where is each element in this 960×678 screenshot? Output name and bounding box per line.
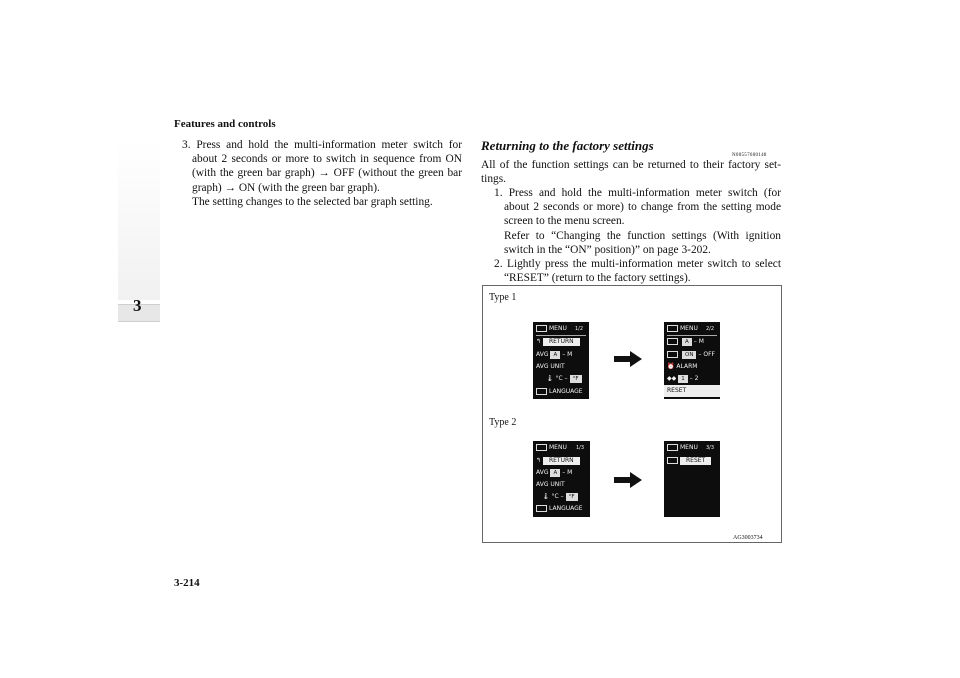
interval-row [667, 373, 717, 385]
type2-menu-screen-2 [664, 441, 720, 517]
menu-title: MENU [680, 325, 698, 332]
reset-row [664, 385, 720, 397]
steps-list [494, 186, 781, 285]
avg-unit-row [536, 479, 587, 491]
reset-label: RESET [680, 457, 711, 465]
reset-icon [667, 457, 678, 464]
intro-paragraph: All of the function settings can be returned to their factory set-tings. [481, 159, 781, 186]
m-value: M [698, 338, 704, 345]
temp-row [536, 491, 587, 503]
return-label: RETURN [543, 457, 580, 465]
menu-icon [667, 444, 678, 451]
dash: – [562, 351, 566, 358]
type2-menu-screen-1 [533, 441, 590, 517]
chapter-number: 3 [133, 296, 142, 315]
interval-2: 2 [694, 375, 699, 382]
speaker-icon [667, 351, 678, 358]
type1-label: Type 1 [489, 292, 517, 303]
step-3-note: The setting changes to the selected bar graph setting. [192, 195, 433, 208]
return-row [536, 336, 586, 348]
section-title: Returning to the factory settings [481, 138, 654, 153]
fuel-icon [667, 338, 678, 345]
avg-label: AVG [536, 351, 549, 358]
avg-a-value: A [550, 469, 560, 477]
temp-row [536, 373, 586, 385]
alarm-icon: ⏰ [667, 363, 675, 370]
page-indicator: 1/3 [575, 445, 584, 451]
interval-icon: ◆◆ [667, 375, 677, 382]
menu-title: MENU [549, 325, 567, 332]
dash: – [693, 338, 697, 345]
avg-unit-label: AVG UNIT [536, 481, 565, 488]
language-row [536, 503, 587, 515]
avg-row [536, 467, 587, 479]
dash: – [698, 351, 702, 358]
avg-m-value: M [567, 469, 573, 476]
return-label: RETURN [543, 338, 580, 346]
avg-m-value: M [567, 351, 573, 358]
menu-icon [667, 325, 678, 332]
fahrenheit-label: °F [566, 493, 578, 501]
dash: – [689, 375, 693, 382]
dash: – [562, 469, 566, 476]
sound-row [667, 349, 717, 361]
thermometer-icon: 🌡 [546, 375, 554, 382]
step-3: 3. Press and hold the multi-information meter switch for about 2 seconds or more to switch in sequence from ON (with the green bar graph) → OFF (without the green bar graph) → ON (with the green bar graph). [182, 139, 462, 194]
step-1: 1. Press and hold the multi-information meter switch (for about 2 seconds or more) to change from the setting mode screen to the menu screen. [494, 187, 781, 228]
menu-title: MENU [680, 444, 698, 451]
menu-title-row [536, 442, 587, 454]
type1-menu-screen-1 [533, 322, 589, 399]
language-label: LANGUAGE [549, 505, 583, 512]
figure-frame [482, 285, 782, 543]
avg-label: AVG [536, 469, 549, 476]
return-row [536, 455, 587, 467]
type1-menu-screen-2 [664, 322, 720, 399]
thermometer-icon: 🌡 [542, 493, 550, 500]
page-number: 3-214 [174, 577, 200, 589]
avg-a-value: A [550, 351, 560, 359]
return-arrow-icon: ↰ [536, 457, 542, 464]
a-value: A [682, 338, 692, 346]
dash: – [564, 375, 568, 382]
left-column [182, 138, 462, 209]
menu-icon [536, 444, 547, 451]
celsius-label: °C [551, 493, 559, 500]
avg-unit-row [536, 361, 586, 373]
off-value: OFF [703, 351, 715, 358]
page-indicator: 2/2 [705, 326, 714, 332]
chapter-tab-shade [118, 140, 160, 300]
reset-row [667, 455, 717, 467]
avg-row [536, 349, 586, 361]
alarm-label: ALARM [676, 363, 698, 370]
right-arrow-icon [614, 351, 642, 367]
language-icon [536, 505, 547, 512]
return-arrow-icon: ↰ [536, 338, 542, 345]
section-header: Features and controls [174, 118, 276, 130]
language-row [536, 386, 586, 398]
interval-1: 1 [678, 375, 688, 383]
type2-label: Type 2 [489, 417, 517, 428]
reset-label: RESET [667, 387, 687, 394]
menu-title-row [536, 323, 586, 336]
step-2: 2. Lightly press the multi-information meter switch to select “RESET” (return to the factory settings). [494, 258, 781, 285]
avg-unit-label: AVG UNIT [536, 363, 565, 370]
menu-title-row [667, 442, 717, 454]
celsius-label: °C [555, 375, 563, 382]
menu-icon [536, 325, 547, 332]
fahrenheit-label: °F [570, 375, 582, 383]
on-value: ON [682, 351, 696, 359]
right-arrow-icon [614, 472, 642, 488]
page-indicator: 3/3 [705, 445, 714, 451]
language-icon [536, 388, 547, 395]
fuel-avg-row [667, 336, 717, 348]
page-indicator: 1/2 [574, 326, 583, 332]
menu-title-row [667, 323, 717, 336]
menu-title: MENU [549, 444, 567, 451]
step-1-reference: Refer to “Changing the function settings (With ignition switch in the “ON” position)” on page 3-202. [504, 229, 781, 256]
figure-code: AG3003734 [733, 535, 763, 541]
alarm-row [667, 361, 717, 373]
language-label: LANGUAGE [549, 388, 583, 395]
section-code: N00557600148 [732, 153, 767, 158]
dash: – [560, 493, 564, 500]
